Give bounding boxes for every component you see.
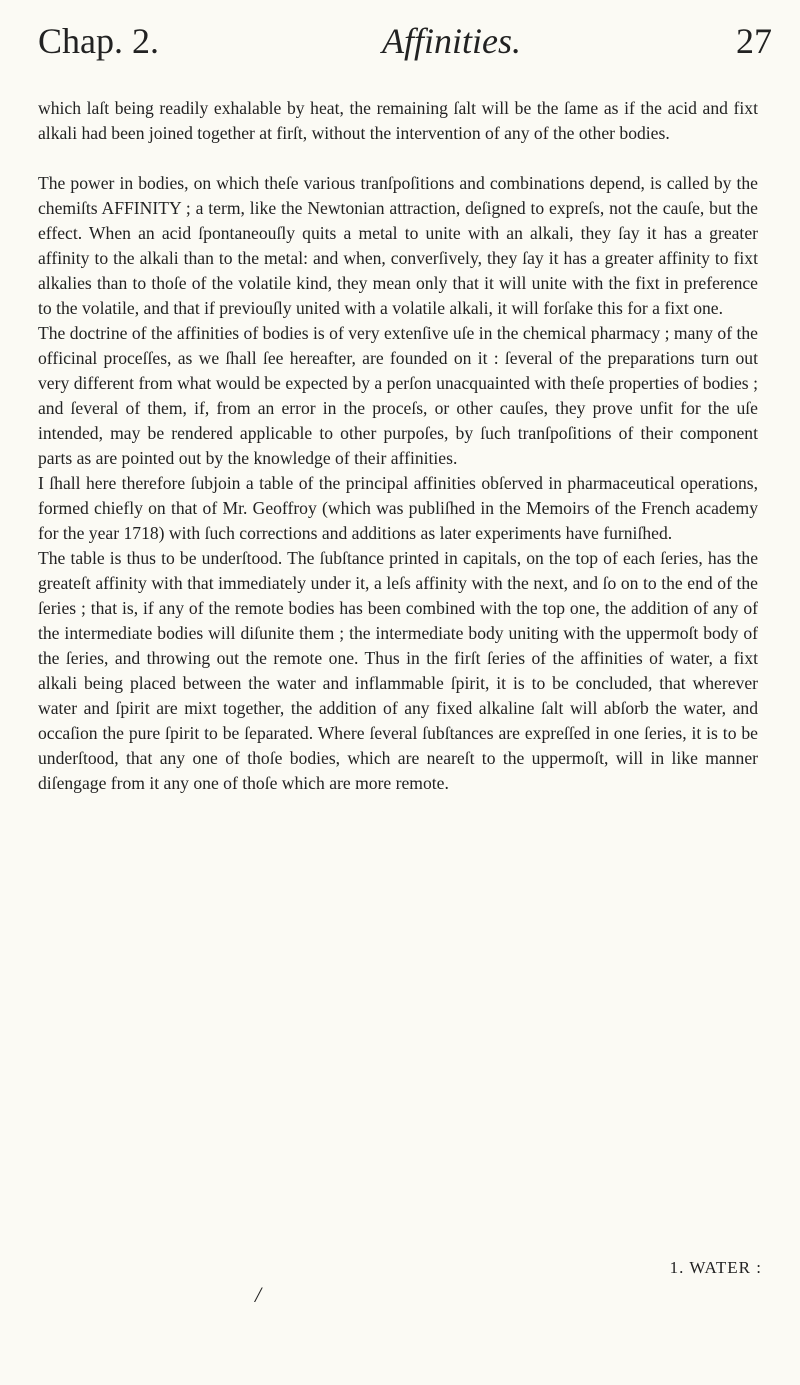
paragraph-1: which laſt being readily exhalable by heat, the remaining ſalt will be the ſame as if the acid and fixt alkali had been joined together at firſt, without the intervention of any of the other bodies. xyxy=(38,98,758,143)
running-header xyxy=(38,18,772,78)
catchword: 1. WATER : xyxy=(669,1258,762,1277)
running-title: Affinities. xyxy=(382,21,521,61)
paragraph-3: The doctrine of the affinities of bodies is of very extenſive uſe in the chemical pharmacy ; many of the officinal proceſſes, as we ſhall ſee hereafter, are founded on it : ſeveral of the preparations turn out very different from what would be expected by a perſon unacquainted with theſe properties of bodies ; and ſeveral of them, if, from an error in the proceſs, or other cauſes, they prove unfit for the uſe intended, may be rendered applicable to other purpoſes, by ſuch tranſpoſitions of their component parts as are pointed out by the knowledge of their affinities. xyxy=(38,323,758,468)
stray-mark: / xyxy=(255,1282,262,1307)
chapter-heading: Chap. 2. xyxy=(38,21,159,61)
paragraph-2: The power in bodies, on which theſe various tranſpoſitions and combinations depend, is called by the chemiſts AFFINITY ; a term, like the Newtonian attraction, deſigned to expreſs, not the cauſe, but the effect. When an acid ſpontaneouſly quits a metal to unite with an alkali, they ſay it has a greater affinity to the alkali than to the metal: and when, converſively, they ſay it has a greater affinity to fixt alkalies than to thoſe of the volatile kind, they mean only that it will unite with the fixt in preference to the volatile, and that if previouſly united with a volatile alkali, it will forſake this for a fixt one. xyxy=(38,173,758,318)
body-text xyxy=(38,96,758,796)
paragraph-4: I ſhall here therefore ſubjoin a table of the principal affinities obſerved in pharmaceutical operations, formed chiefly on that of Mr. Geoffroy (which was publiſhed in the Memoirs of the French academy for the year 1718) with ſuch corrections and additions as later experiments have furniſhed. xyxy=(38,473,758,543)
page-number: 27 xyxy=(736,21,772,61)
paragraph-5: The table is thus to be underſtood. The ſubſtance printed in capitals, on the top of each ſeries, has the greateſt affinity with that immediately under it, a leſs affinity with the next, and ſo on to the end of the ſeries ; that is, if any of the remote bodies has been combined with the top one, the addition of any of the intermediate bodies will diſunite them ; the intermediate body uniting with the uppermoſt body of the ſeries, and throwing out the remote one. Thus in the firſt ſeries of the affinities of water, a fixt alkali being placed between the water and inflammable ſpirit, it is to be concluded, that wherever water and ſpirit are mixt together, the addition of any fixed alkaline ſalt will abſorb the water, and occaſion the pure ſpirit to be ſeparated. Where ſeveral ſubſtances are expreſſed in one ſeries, it is to be underſtood, that any one of thoſe bodies, which are neareſt to the uppermoſt, will in like manner diſengage from it any one of thoſe which are more remote. xyxy=(38,548,758,793)
